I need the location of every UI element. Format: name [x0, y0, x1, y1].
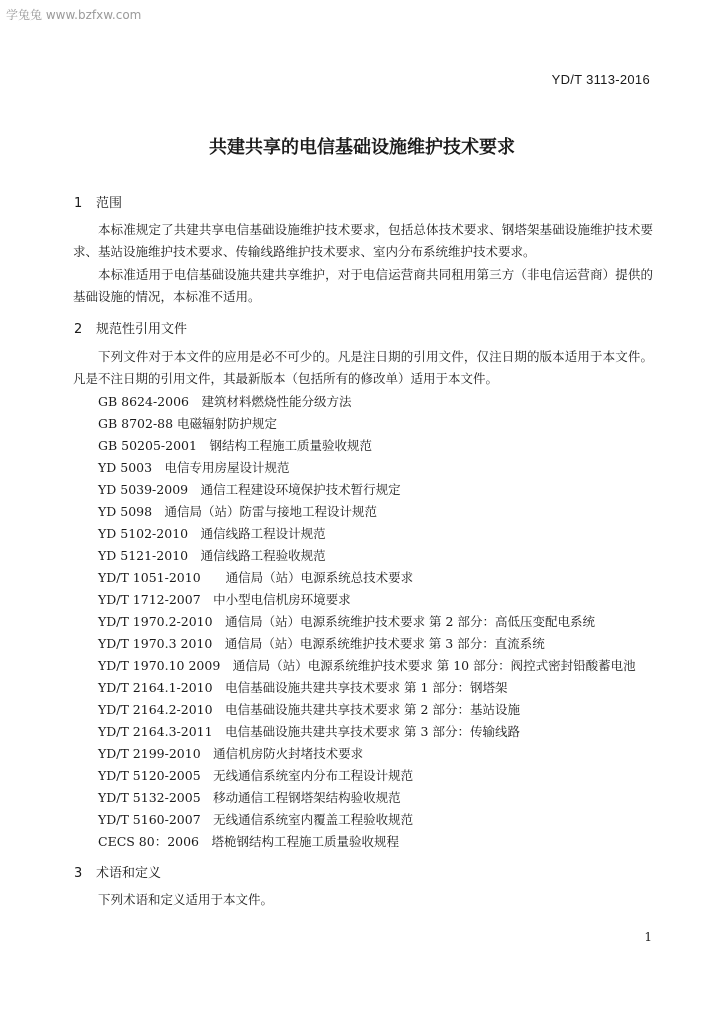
section-number: 3 — [74, 866, 83, 881]
document-number: YD/T 3113-2016 — [551, 72, 650, 87]
reference-item: YD 5003 电信专用房屋设计规范 — [98, 460, 290, 475]
reference-item: YD 5039-2009 通信工程建设环境保护技术暂行规定 — [98, 482, 401, 497]
section-3-heading — [74, 862, 161, 881]
reference-item: YD/T 1712-2007 中小型电信机房环境要求 — [98, 592, 351, 607]
section-title: 规范性引用文件 — [96, 322, 188, 337]
reference-item: GB 50205-2001 钢结构工程施工质量验收规范 — [98, 438, 372, 453]
section-title: 范围 — [96, 196, 123, 211]
reference-item: YD/T 5132-2005 移动通信工程钢塔架结构验收规范 — [98, 790, 401, 805]
reference-item: YD 5102-2010 通信线路工程设计规范 — [98, 526, 326, 541]
section-1-heading — [74, 192, 122, 211]
reference-item: CECS 80：2006 塔桅钢结构工程施工质量验收规程 — [98, 834, 400, 849]
section-number: 2 — [74, 322, 83, 337]
section-2-paragraph: 下列文件对于本文件的应用是必不可少的。凡是注日期的引用文件，仅注日期的版本适用于本文件。凡是不注日期的引用文件，其最新版本（包括所有的修改单）适用于本文件。 — [73, 349, 653, 386]
reference-item: GB 8702-88 电磁辐射防护规定 — [98, 416, 278, 431]
page-number: 1 — [644, 930, 652, 944]
reference-item: GB 8624-2006 建筑材料燃烧性能分级方法 — [98, 394, 352, 409]
reference-item: YD/T 1970.10 2009 通信局（站）电源系统维护技术要求 第 10 部分：阀控式密封铅酸蓄电池 — [98, 658, 636, 673]
reference-item: YD/T 1051-2010 通信局（站）电源系统总技术要求 — [98, 570, 414, 585]
section-1-paragraph-1: 本标准规定了共建共享电信基础设施维护技术要求，包括总体技术要求、钢塔架基础设施维护技术要求、基站设施维护技术要求、传输线路维护技术要求、室内分布系统维护技术要求。 — [73, 222, 653, 259]
document-title: 共建共享的电信基础设施维护技术要求 — [209, 137, 515, 158]
section-2-heading — [74, 318, 187, 337]
section-1-paragraph-2: 本标准适用于电信基础设施共建共享维护，对于电信运营商共同租用第三方（非电信运营商）提供的基础设施的情况，本标准不适用。 — [73, 267, 653, 304]
reference-item: YD 5121-2010 通信线路工程验收规范 — [98, 548, 326, 563]
section-number: 1 — [74, 196, 83, 211]
reference-item: YD/T 5160-2007 无线通信系统室内覆盖工程验收规范 — [98, 812, 414, 827]
reference-item: YD/T 1970.3 2010 通信局（站）电源系统维护技术要求 第 3 部分：直流系统 — [98, 636, 545, 651]
section-3-paragraph: 下列术语和定义适用于本文件。 — [98, 892, 274, 907]
reference-item: YD/T 2164.1-2010 电信基础设施共建共享技术要求 第 1 部分：钢塔架 — [98, 680, 508, 695]
section-title: 术语和定义 — [96, 866, 162, 881]
reference-item: YD/T 2164.3-2011 电信基础设施共建共享技术要求 第 3 部分：传输线路 — [98, 724, 520, 739]
reference-item: YD/T 1970.2-2010 通信局（站）电源系统维护技术要求 第 2 部分：高低压变配电系统 — [98, 614, 595, 629]
reference-item: YD/T 2164.2-2010 电信基础设施共建共享技术要求 第 2 部分：基站设施 — [98, 702, 520, 717]
reference-item: YD/T 5120-2005 无线通信系统室内分布工程设计规范 — [98, 768, 414, 783]
watermark: 学兔兔 www.bzfxw.com — [6, 8, 142, 22]
reference-item: YD 5098 通信局（站）防雷与接地工程设计规范 — [98, 504, 378, 519]
reference-item: YD/T 2199-2010 通信机房防火封堵技术要求 — [98, 746, 364, 761]
